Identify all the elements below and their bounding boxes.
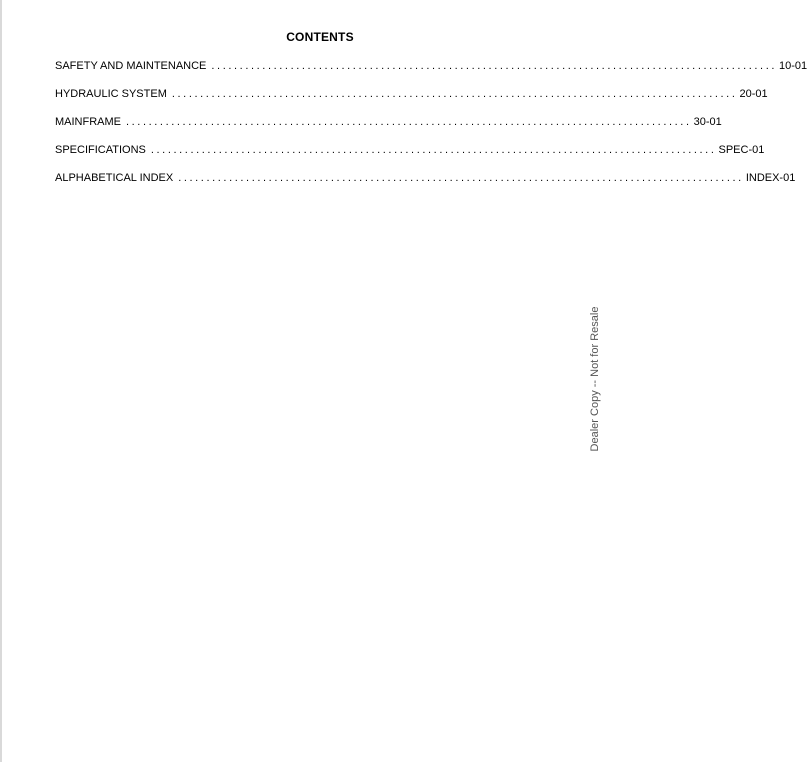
- toc-entry-safety-and-maintenance[interactable]: [55, 59, 807, 87]
- dot-leader: ....................................................................................................: [178, 172, 744, 184]
- toc-entry-mainframe[interactable]: [55, 115, 722, 143]
- toc-page-number: INDEX-01: [745, 172, 796, 184]
- toc-page-number: SPEC-01: [718, 144, 765, 156]
- page-title: CONTENTS: [286, 30, 354, 44]
- toc-entry-label: SAFETY AND MAINTENANCE: [55, 60, 207, 72]
- toc-entry-alphabetical-index[interactable]: [55, 171, 796, 199]
- page-edge: [0, 0, 2, 762]
- table-of-contents: [55, 59, 807, 199]
- dealer-copy-watermark: Dealer Copy -- Not for Resale: [589, 306, 601, 452]
- dot-leader: ....................................................................................................: [150, 144, 717, 156]
- dot-leader: ....................................................................................................: [211, 60, 778, 72]
- dot-leader: ....................................................................................................: [171, 88, 738, 100]
- toc-page-number: 10-01: [779, 60, 807, 72]
- toc-page-number: 20-01: [739, 88, 768, 100]
- toc-page-number: 30-01: [693, 116, 722, 128]
- toc-entry-hydraulic-system[interactable]: [55, 87, 768, 115]
- toc-entry-label: HYDRAULIC SYSTEM: [55, 88, 167, 100]
- toc-entry-specifications[interactable]: [55, 143, 765, 171]
- toc-entry-label: MAINFRAME: [55, 116, 121, 128]
- toc-entry-label: SPECIFICATIONS: [55, 144, 146, 156]
- dot-leader: ....................................................................................................: [126, 116, 692, 128]
- toc-entry-label: ALPHABETICAL INDEX: [55, 172, 174, 184]
